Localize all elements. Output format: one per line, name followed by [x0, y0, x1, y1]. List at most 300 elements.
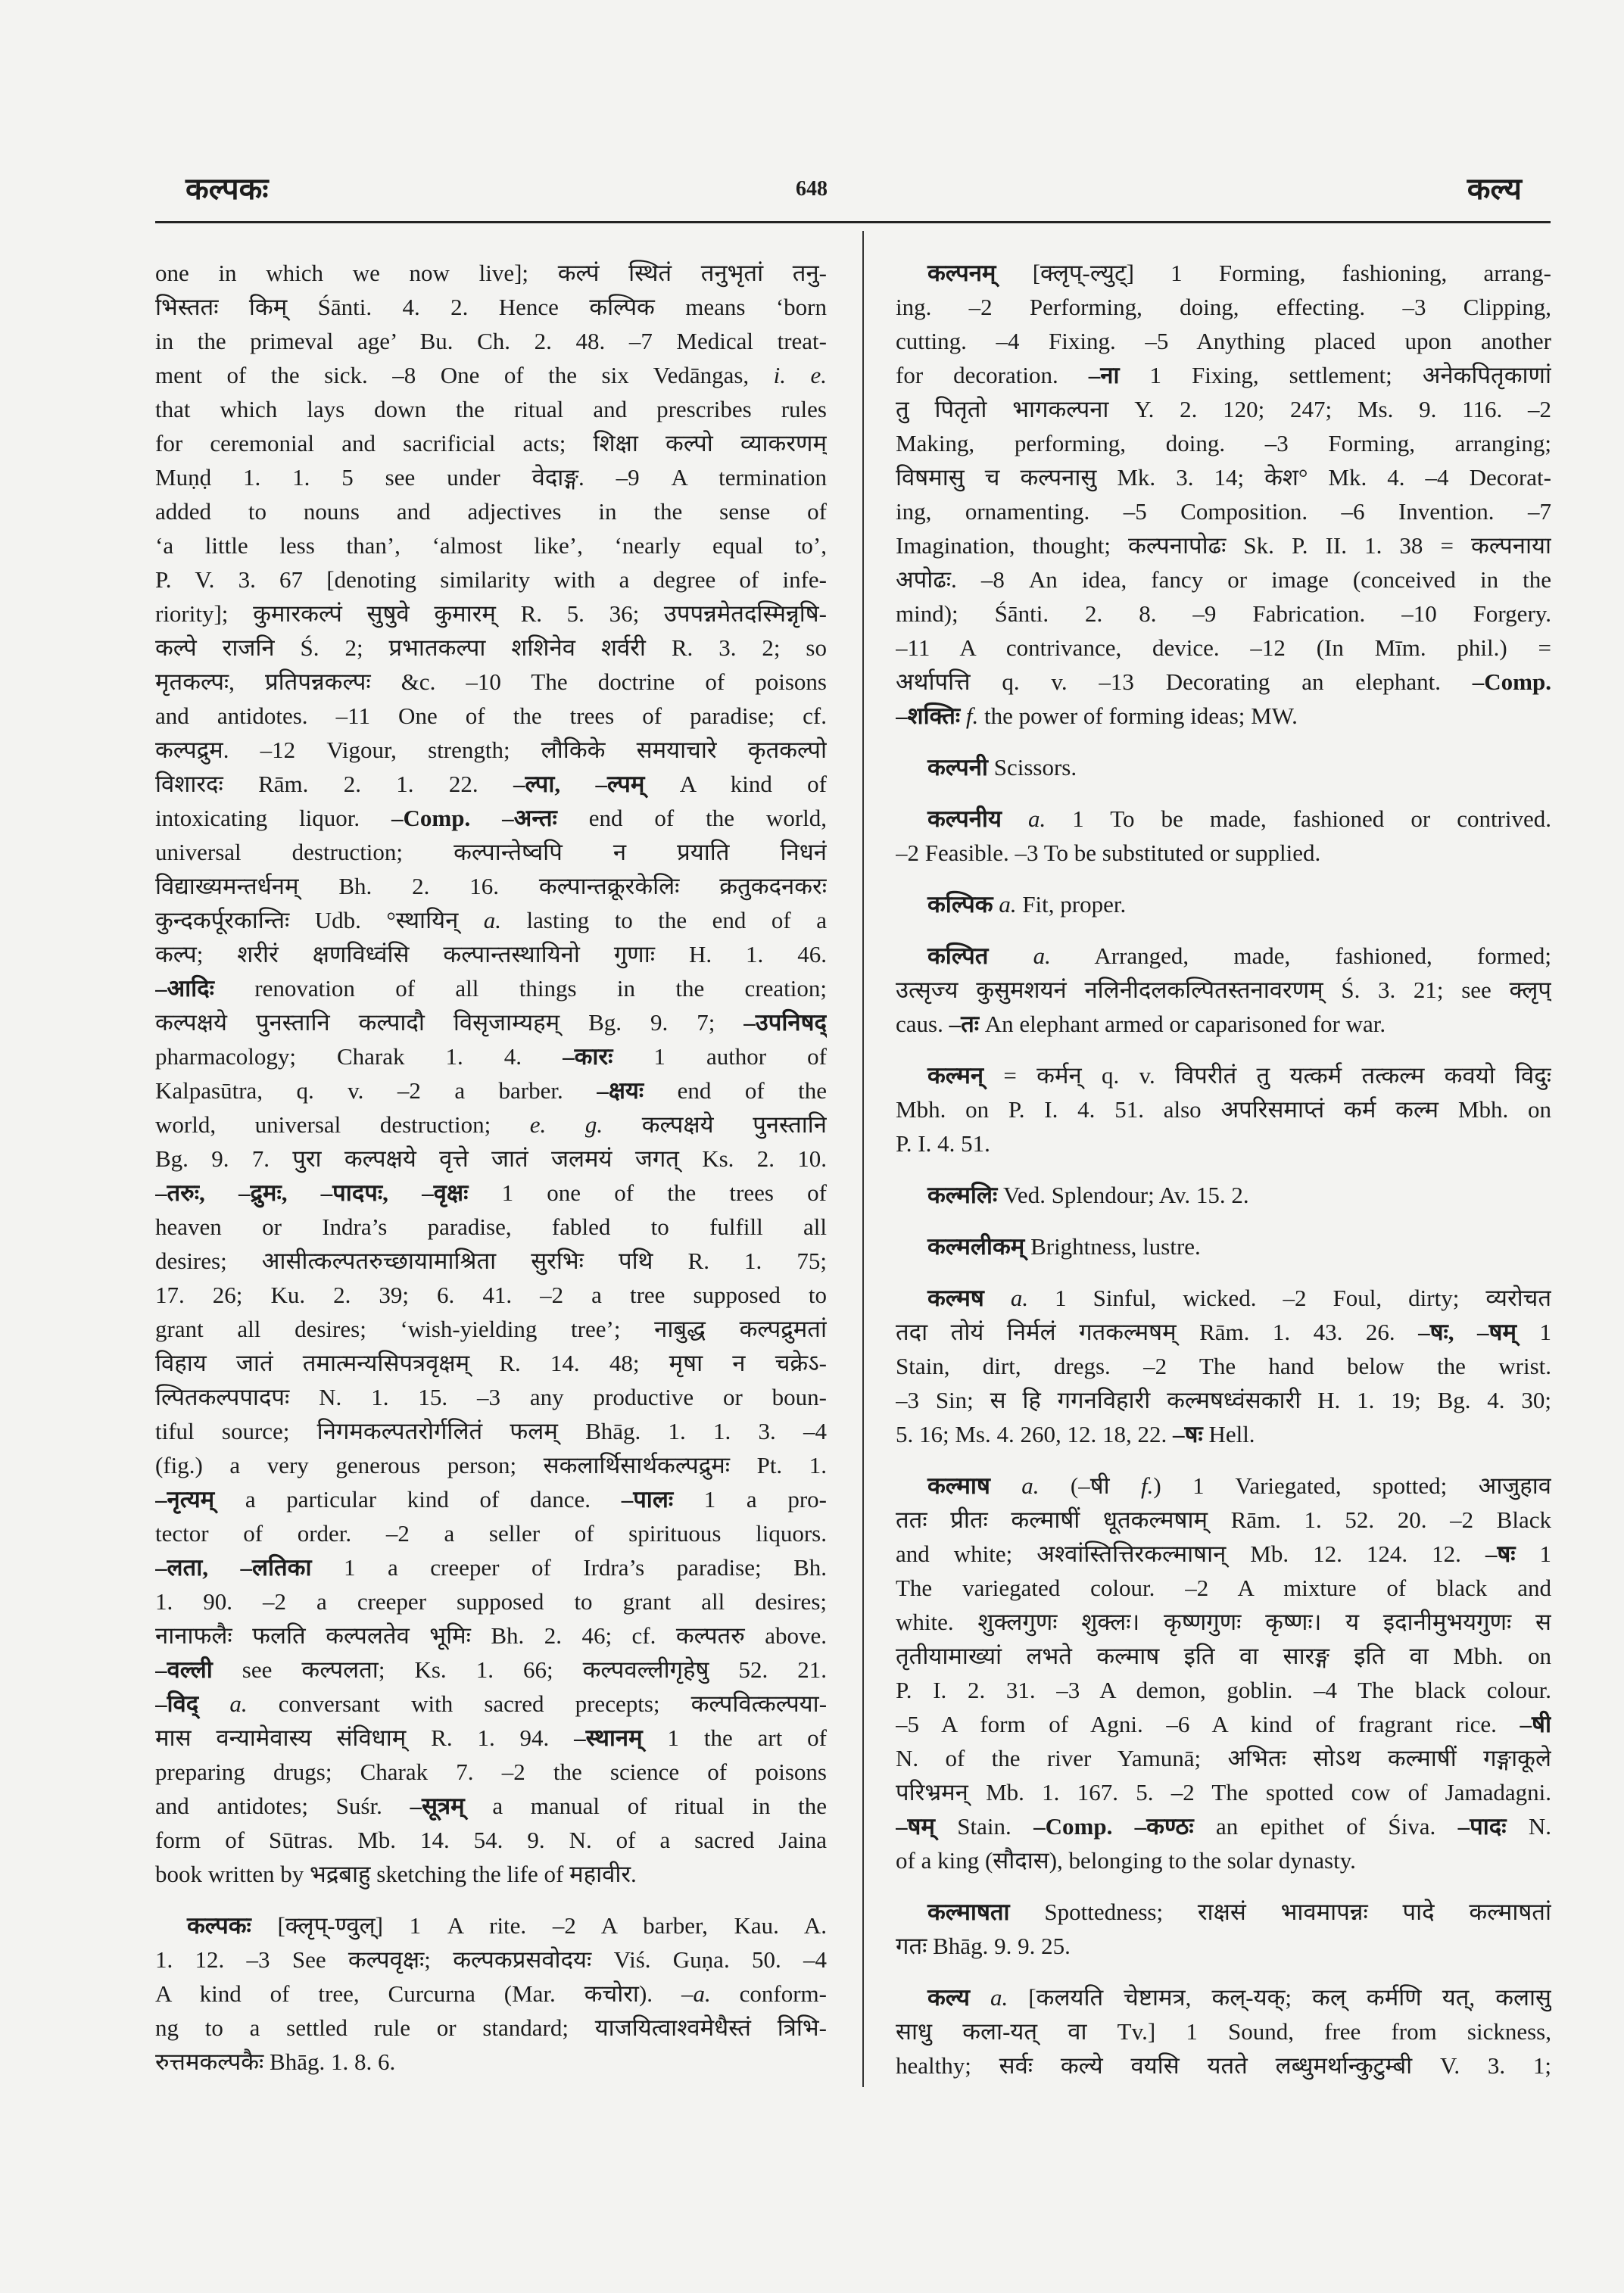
entry-text: विशारदः Rām. 2. 1. 22.: [155, 771, 513, 797]
text-line: [155, 869, 827, 903]
text-line: [155, 358, 827, 392]
entry-text: caus.: [896, 1011, 949, 1037]
grammar-label: e. g.: [529, 1111, 603, 1138]
entry-text: Arranged, made, fashioned, formed;: [1050, 942, 1551, 969]
entry-text: Imagination, thought; कल्पनापोढः Sk. P. II. 1. 38 = कल्पनाया: [896, 532, 1551, 559]
entry-text: for decoration.: [896, 362, 1089, 388]
dictionary-entry: [896, 1058, 1551, 1161]
grammar-label: a.: [999, 891, 1017, 918]
grammar-label: a.: [1021, 1472, 1040, 1499]
text-line: [896, 1843, 1551, 1877]
entry-text: An elephant armed or caparisoned for war.: [979, 1011, 1386, 1037]
sub-entry-label: –ना: [1088, 362, 1120, 388]
text-line: [155, 1857, 827, 1891]
text-line: [896, 290, 1551, 324]
text-line: [896, 1349, 1551, 1383]
text-line: [896, 1092, 1551, 1126]
entry-text: कल्पद्रुम. –12 Vigour, strength; लौकिके समयाचारे कृतकल्पो: [155, 737, 827, 763]
entry-text: 1: [1515, 1541, 1551, 1567]
dictionary-entry: [896, 802, 1551, 870]
sub-entry-label: –अन्तः: [502, 805, 557, 831]
entry-text: N.: [1506, 1813, 1551, 1840]
dictionary-entry: [896, 1980, 1551, 2083]
dictionary-entry: [896, 1229, 1551, 1263]
entry-text: 1 Sinful, wicked. –2 Foul, dirty; व्यरोचत: [1028, 1285, 1551, 1311]
text-line: [155, 1448, 827, 1482]
text-line: [896, 1126, 1551, 1161]
entry-text: P. I. 2. 31. –3 A demon, goblin. –4 The black colour.: [896, 1677, 1551, 1703]
entry-text: तदा तोयं निर्मलं गतकल्मषम् Rām. 1. 43. 26.: [896, 1319, 1419, 1345]
text-line: [155, 1687, 827, 1721]
entry-text: (fig.) a very generous person; सकलार्थिसार्थकल्पद्रुमः Pt. 1.: [155, 1452, 827, 1478]
entry-text: तृतीयामाख्यां लभते कल्माष इति वा सारङ्ग इति वा Mbh. on: [896, 1643, 1551, 1669]
entry-text: [कलयति चेष्टामत्र, कल्-यक्; कल् कर्मणि यत्, कलासु: [1008, 1984, 1551, 2011]
text-line: [155, 1482, 827, 1516]
running-head-left: कल्पकः: [185, 172, 269, 206]
entry-text: [1112, 1813, 1134, 1840]
text-line: [155, 937, 827, 971]
entry-text: Making, performing, doing. –3 Forming, arranging;: [896, 430, 1551, 456]
text-line: [155, 1108, 827, 1142]
entry-text: in the primeval age’ Bu. Ch. 2. 48. –7 Medical treat-: [155, 328, 827, 354]
entry-text: कल्पक्षये पुनस्तानि कल्पादौ विसृजाम्यहम् Bg. 9. 7;: [155, 1009, 744, 1036]
text-line: [155, 426, 827, 460]
text-line: [155, 1584, 827, 1618]
grammar-label: a.: [1010, 1285, 1029, 1311]
entry-text: healthy; सर्वः कल्ये वयसि यतते लब्धुमर्थान्कुटुम्बी V. 3. 1;: [896, 2052, 1551, 2079]
text-line: [155, 562, 827, 597]
sub-entry-label: –षः: [1485, 1541, 1516, 1567]
text-line: [896, 631, 1551, 665]
entry-text: Mbh. on P. I. 4. 51. also अपरिसमाप्तं कर्म कल्म Mbh. on: [896, 1096, 1551, 1123]
text-line: [896, 1571, 1551, 1605]
entry-text: परिभ्रमन् Mb. 1. 167. 5. –2 The spotted cow of Jamadagni.: [896, 1779, 1551, 1805]
entry-text: कुन्दकर्पूरकान्तिः Udb. °स्थायिन्: [155, 907, 484, 933]
entry-text: universal destruction; कल्पान्तेष्वपि न प्रयाति निधनं: [155, 839, 827, 865]
sub-entry-label: –षः, –षम्: [1418, 1319, 1517, 1345]
text-line: [155, 903, 827, 937]
sub-entry-label: –पादः: [1457, 1813, 1507, 1840]
entry-text: one in which we now live]; कल्पं स्थितं तनुभृतां तनु-: [155, 260, 827, 286]
entry-text: Ved. Splendour; Av. 15. 2.: [997, 1182, 1249, 1208]
text-line: [896, 426, 1551, 460]
page-number: 648: [796, 177, 828, 201]
entry-text: lasting to the end of a: [501, 907, 827, 933]
text-line: [896, 665, 1551, 699]
entry-text: [960, 703, 966, 729]
entry-text: end of the world,: [556, 805, 827, 831]
entry-text: and white; अश्वांस्तित्तिरकल्माषान् Mb. 12. 124. 12.: [896, 1541, 1485, 1567]
sub-entry-label: –षी: [1520, 1711, 1551, 1737]
entry-text: P. I. 4. 51.: [896, 1130, 990, 1157]
sub-entry-label: –स्थानम्: [574, 1724, 643, 1751]
text-line: [155, 733, 827, 767]
entry-text: Stain, dirt, dregs. –2 The hand below the wrist.: [896, 1353, 1551, 1379]
entry-text: ) 1 Variegated, spotted; आजुहाव: [1153, 1472, 1551, 1499]
text-line: [155, 1550, 827, 1584]
sub-entry-label: –विद्: [155, 1690, 199, 1717]
entry-text: ment of the sick. –8 One of the six Vedāngas,: [155, 362, 774, 388]
text-line: [896, 1741, 1551, 1775]
text-line: [155, 1414, 827, 1448]
text-line: [896, 750, 1551, 784]
entry-text: [988, 942, 1033, 969]
dictionary-entry: [896, 1178, 1551, 1212]
entry-text: cutting. –4 Fixing. –5 Anything placed upon another: [896, 328, 1551, 354]
entry-text: see कल्पलता; Ks. 1. 66; कल्पवल्लीगृहेषु 52. 21.: [212, 1656, 827, 1683]
headword: कल्मलिः: [927, 1182, 998, 1208]
entry-text: तु पितृतो भागकल्पना Y. 2. 120; 247; Ms. 9. 116. –2: [896, 396, 1551, 422]
entry-text: [970, 1984, 990, 2011]
sub-entry-label: –Comp.: [391, 805, 471, 831]
entry-text: [1002, 805, 1028, 832]
text-line: [155, 1176, 827, 1210]
entry-text: –5 A form of Agni. –6 A kind of fragrant rice.: [896, 1711, 1520, 1737]
sub-entry-label: –षः: [1173, 1421, 1203, 1447]
entry-text: कल्प; शरीरं क्षणविध्वंसि कल्पान्तस्थायिनो गुणाः H. 1. 46.: [155, 941, 827, 967]
entry-text: white. शुक्लगुणः शुक्लः। कृष्णगुणः कृष्णः। य इदानीमुभयगुणः स: [896, 1609, 1551, 1635]
entry-text: 5. 16; Ms. 4. 260, 12. 18, 22.: [896, 1421, 1173, 1447]
text-line: [896, 1417, 1551, 1451]
text-line: [896, 1775, 1551, 1809]
entry-text: [984, 1285, 1011, 1311]
text-line: [155, 1618, 827, 1653]
entry-text: = कर्मन् q. v. विपरीतं तु यत्कर्म तत्कल्म कवयो विदुः: [983, 1062, 1551, 1089]
entry-text: (–षी: [1039, 1472, 1142, 1499]
text-line: [896, 1605, 1551, 1639]
text-line: [896, 699, 1551, 733]
left-column: [155, 256, 827, 2079]
entry-text: [990, 1472, 1021, 1499]
dictionary-entry: [896, 750, 1551, 784]
text-line: [896, 887, 1551, 921]
entry-text: Bg. 9. 7. पुरा कल्पक्षये वृत्ते जातं जलमयं जगत् Ks. 2. 10.: [155, 1145, 827, 1172]
text-line: [155, 1142, 827, 1176]
entry-text: preparing drugs; Charak 7. –2 the science of poisons: [155, 1759, 827, 1785]
entry-text: tector of order. –2 a seller of spirituous liquors.: [155, 1520, 827, 1547]
text-line: [896, 973, 1551, 1007]
text-line: [896, 2048, 1551, 2083]
entry-text: मृतकल्पः, प्रतिपन्नकल्पः &c. –10 The doctrine of poisons: [155, 668, 827, 695]
entry-text: ng to a settled rule or standard; याजयित्वाश्वमेधैस्तं त्रिभि-: [155, 2014, 827, 2041]
dictionary-entry: [896, 256, 1551, 733]
text-line: [155, 1943, 827, 1977]
entry-text: 1 author of: [613, 1043, 827, 1070]
entry-text: ल्पितकल्पपादपः N. 1. 15. –3 any productive or boun-: [155, 1384, 827, 1410]
entry-text: 1 To be made, fashioned or contrived.: [1046, 805, 1551, 832]
headword: कल्पित: [927, 942, 989, 969]
entry-text: [198, 1690, 229, 1717]
entry-text: विहाय जातं तमात्मन्यसिपत्रवृक्षम् R. 14. 48; मृषा न चक्रेऽ-: [155, 1350, 827, 1376]
sub-entry-label: –क्षयः: [597, 1077, 644, 1104]
text-line: [896, 1503, 1551, 1537]
text-line: [155, 971, 827, 1005]
entry-text: ing, ornamenting. –5 Composition. –6 Invention. –7: [896, 498, 1551, 525]
entry-text: –3 Sin; स हि गगनविहारी कल्मषध्वंसकारी H. 1. 19; Bg. 4. 30;: [896, 1387, 1551, 1413]
entry-text: A kind of tree, Curcurna (Mar. कचोरा).: [155, 1980, 681, 2007]
entry-text: कल्पे राजनि Ś. 2; प्रभातकल्पा शशिनेव शर्वरी R. 3. 2; so: [155, 634, 827, 661]
entry-text: intoxicating liquor.: [155, 805, 392, 831]
entry-text: –2 Feasible. –3 To be substituted or supplied.: [896, 840, 1321, 866]
text-line: [896, 1809, 1551, 1843]
entry-text: 1 a pro-: [673, 1486, 827, 1513]
text-line: [155, 528, 827, 562]
text-line: [896, 358, 1551, 392]
headword: कल्माष: [927, 1472, 990, 1499]
entry-text: added to nouns and adjectives in the sense of: [155, 498, 827, 525]
text-line: [155, 665, 827, 699]
text-line: [155, 1823, 827, 1857]
header-rule: [155, 221, 1551, 223]
text-line: [896, 1929, 1551, 1963]
entry-text: end of the: [644, 1077, 827, 1104]
entry-text: ing. –2 Performing, doing, effecting. –3 Clipping,: [896, 294, 1551, 320]
sub-entry-label: –कारः: [563, 1043, 613, 1070]
text-line: [155, 1789, 827, 1823]
entry-text: Brightness, lustre.: [1024, 1233, 1201, 1260]
entry-text: 17. 26; Ku. 2. 39; 6. 41. –2 a tree supposed to: [155, 1282, 827, 1308]
sub-entry-label: –शक्तिः: [896, 703, 961, 729]
text-line: [155, 392, 827, 426]
dictionary-entry: [896, 1469, 1551, 1877]
text-line: [155, 1516, 827, 1550]
text-line: [155, 1039, 827, 1073]
sub-entry-label: –ल्पा, –ल्पम्: [513, 771, 645, 797]
entry-text: A kind of: [644, 771, 827, 797]
text-line: [155, 1244, 827, 1278]
dictionary-entry: [896, 1281, 1551, 1451]
grammar-label: i. e.: [773, 362, 827, 388]
entry-text: 1. 12. –3 See कल्पवृक्षः; कल्पकप्रसवोदयः Viś. Guṇa. 50. –4: [155, 1946, 827, 1973]
grammar-label: a.: [990, 1984, 1008, 2011]
entry-text: book written by भद्रबाहु sketching the life of महावीर.: [155, 1861, 637, 1887]
entry-text: conform-: [710, 1980, 827, 2007]
text-line: [896, 802, 1551, 836]
grammar-label: a.: [1033, 942, 1051, 969]
text-line: [896, 392, 1551, 426]
text-line: [896, 836, 1551, 870]
right-column: [896, 256, 1551, 2083]
dictionary-entry: [896, 1895, 1551, 1963]
text-line: [896, 1315, 1551, 1349]
entry-text: 1 Fixing, settlement; अनेकपितृकाणां: [1119, 362, 1551, 388]
headword: कल्मन्: [927, 1062, 984, 1089]
grammar-label: a.: [483, 907, 502, 933]
entry-text: P. V. 3. 67 [denoting similarity with a degree of infe-: [155, 566, 827, 593]
text-line: [896, 1007, 1551, 1041]
entry-text: that which lays down the ritual and prescribes rules: [155, 396, 827, 422]
headword: कल्पनम्: [927, 260, 996, 286]
headword: कल्पिक: [927, 891, 993, 918]
entry-text: मास वन्यामेवास्य संविधाम् R. 1. 94.: [155, 1724, 575, 1751]
entry-text: कल्पक्षये पुनस्तानि: [603, 1111, 827, 1138]
text-line: [155, 1755, 827, 1789]
text-line: [155, 1977, 827, 2011]
sub-entry-label: –उपनिषद्: [743, 1009, 827, 1036]
entry-text: desires; आसीत्कल्पतरुच्छायामाश्रिता सुरभिः पथि R. 1. 75;: [155, 1248, 827, 1274]
entry-text: 1. 90. –2 a creeper supposed to grant all desires;: [155, 1588, 827, 1615]
entry-text: grant all desires; ‘wish-yielding tree’; नाबुद्ध कल्पद्रुमतां: [155, 1316, 827, 1342]
text-line: [896, 494, 1551, 528]
entry-text: heaven or Indra’s paradise, fabled to fulfill all: [155, 1213, 827, 1240]
entry-text: –11 A contrivance, device. –12 (In Mīm. phil.) =: [896, 634, 1551, 661]
text-line: [155, 699, 827, 733]
entry-text: Hell.: [1202, 1421, 1255, 1447]
entry-text: साधु कला-यत् वा Tv.] 1 Sound, free from sickness,: [896, 2018, 1551, 2045]
text-line: [896, 528, 1551, 562]
text-line: [155, 1346, 827, 1380]
text-line: [896, 256, 1551, 290]
text-line: [896, 1980, 1551, 2014]
entry-text: [क्लृप्-ल्युट्] 1 Forming, fashioning, arrang-: [996, 260, 1551, 286]
entry-text: a particular kind of dance.: [214, 1486, 622, 1513]
entry-text: and antidotes. –11 One of the trees of paradise; cf.: [155, 703, 827, 729]
entry-text: Stain.: [934, 1813, 1034, 1840]
text-line: [896, 1469, 1551, 1503]
text-line: [155, 494, 827, 528]
sub-entry-label: –कण्ठः: [1134, 1813, 1194, 1840]
entry-text: of a king (सौदास), belonging to the solar dynasty.: [896, 1847, 1356, 1874]
text-line: [155, 290, 827, 324]
sub-entry-label: –नृत्यम्: [155, 1486, 215, 1513]
entry-text: tiful source; निगमकल्पतरोर्गलितं फलम् Bhāg. 1. 1. 3. –4: [155, 1418, 827, 1444]
text-line: [896, 324, 1551, 358]
entry-text: 1 one of the trees of: [468, 1179, 827, 1206]
entry-text: 1 the art of: [642, 1724, 827, 1751]
text-line: [155, 1908, 827, 1943]
entry-text: [क्लृप्-ण्वुल्] 1 A rite. –2 A barber, Kau. A.: [251, 1912, 827, 1939]
entry-text: Kalpasūtra, q. v. –2 a barber.: [155, 1077, 597, 1104]
dictionary-entry: [155, 256, 827, 1891]
entry-text: Scissors.: [987, 754, 1077, 780]
entry-text: ‘a little less than’, ‘almost like’, ‘nearly equal to’,: [155, 532, 827, 559]
text-line: [155, 597, 827, 631]
sub-entry-label: –आदिः: [155, 975, 214, 1002]
headword: कल्पनीय: [927, 805, 1002, 832]
entry-text: for ceremonial and sacrificial acts; शिक्षा कल्पो व्याकरणम्: [155, 430, 827, 456]
text-line: [896, 562, 1551, 597]
text-line: [896, 1707, 1551, 1741]
text-line: [896, 2014, 1551, 2048]
text-line: [155, 1312, 827, 1346]
text-line: [896, 1178, 1551, 1212]
text-line: [896, 1895, 1551, 1929]
text-line: [155, 1653, 827, 1687]
headword: कल्पकः: [187, 1912, 251, 1939]
entry-text: Muṇḍ 1. 1. 5 see under वेदाङ्ग. –9 A termination: [155, 464, 827, 491]
entry-text: भिस्ततः किम् Śānti. 4. 2. Hence कल्पिक means ‘born: [155, 294, 827, 320]
text-line: [155, 1073, 827, 1108]
dictionary-entry: [896, 887, 1551, 921]
entry-text: अपोढः. –8 An idea, fancy or image (conceived in the: [896, 566, 1551, 593]
text-line: [155, 256, 827, 290]
text-line: [155, 631, 827, 665]
sub-entry-label: –Comp.: [1033, 1813, 1113, 1840]
sub-entry-label: –षम्: [896, 1813, 935, 1840]
entry-text: the power of forming ideas; MW.: [978, 703, 1298, 729]
text-line: [155, 1005, 827, 1039]
column-divider: [862, 231, 864, 2087]
sub-entry-label: –पालः: [621, 1486, 674, 1513]
sub-entry-label: –तः: [949, 1011, 980, 1037]
entry-text: renovation of all things in the creation;: [214, 975, 827, 1002]
headword: कल्पनी: [927, 754, 988, 780]
entry-text: world, universal destruction;: [155, 1111, 530, 1138]
grammar-label: –a.: [681, 1980, 711, 2007]
text-line: [896, 1673, 1551, 1707]
text-line: [896, 597, 1551, 631]
text-line: [155, 1380, 827, 1414]
grammar-label: a.: [229, 1690, 248, 1717]
text-line: [155, 324, 827, 358]
sub-entry-label: –लता, –लतिका: [155, 1554, 312, 1581]
sub-entry-label: –सूत्रम्: [410, 1793, 465, 1819]
entry-text: pharmacology; Charak 1. 4.: [155, 1043, 563, 1070]
entry-text: riority]; कुमारकल्पं सुषुवे कुमारम् R. 5. 36; उपपन्नमेतदस्मिन्नृषि-: [155, 600, 827, 627]
text-line: [155, 2045, 827, 2079]
text-line: [155, 1721, 827, 1755]
dictionary-entry: [896, 939, 1551, 1041]
text-line: [155, 1278, 827, 1312]
running-head-right: कल्य: [1467, 172, 1522, 206]
entry-text: conversant with sacred precepts; कल्पवित्कल्पया-: [247, 1690, 827, 1717]
grammar-label: a.: [1027, 805, 1046, 832]
text-line: [896, 1281, 1551, 1315]
entry-text: विद्याख्यमन्तर्धनम् Bh. 2. 16. कल्पान्तक्रूरकेलिः क्रतुकदनकरः: [155, 873, 827, 899]
entry-text: रुत्तमकल्पकैः Bhāg. 1. 8. 6.: [155, 2048, 396, 2075]
text-line: [896, 1639, 1551, 1673]
entry-text: विषमासु च कल्पनासु Mk. 3. 14; केश° Mk. 4. –4 Decorat-: [896, 464, 1551, 491]
entry-text: The variegated colour. –2 A mixture of black and: [896, 1575, 1551, 1601]
text-line: [896, 1537, 1551, 1571]
headword: कल्मलीकम्: [927, 1233, 1025, 1260]
entry-text: 1 a creeper of Irdra’s paradise; Bh.: [311, 1554, 827, 1581]
grammar-label: f.: [965, 703, 979, 729]
text-line: [155, 767, 827, 801]
sub-entry-label: –Comp.: [1472, 668, 1551, 695]
entry-text: ततः प्रीतः कल्माषीं धूतकल्मषाम् Rām. 1. 52. 20. –2 Black: [896, 1506, 1551, 1533]
text-line: [155, 460, 827, 494]
entry-text: [470, 805, 502, 831]
text-line: [155, 801, 827, 835]
headword: कल्माषता: [927, 1899, 1010, 1925]
grammar-label: f.: [1141, 1472, 1154, 1499]
entry-text: 1: [1516, 1319, 1551, 1345]
entry-text: and antidotes; Suśr.: [155, 1793, 410, 1819]
text-line: [896, 939, 1551, 973]
text-line: [155, 1210, 827, 1244]
dictionary-entry: [155, 1908, 827, 2079]
entry-text: नानाफलैः फलति कल्पलतेव भूमिः Bh. 2. 46; cf. कल्पतरु above.: [155, 1622, 827, 1649]
entry-text: an epithet of Śiva.: [1193, 1813, 1458, 1840]
text-line: [896, 1058, 1551, 1092]
entry-text: mind); Śānti. 2. 8. –9 Fabrication. –10 Forgery.: [896, 600, 1551, 627]
entry-text: अर्थापत्ति q. v. –13 Decorating an elephant.: [896, 668, 1473, 695]
entry-text: Spottedness; राक्षसं भावमापन्नः पादे कल्माषतां: [1009, 1899, 1551, 1925]
entry-text: a manual of ritual in the: [464, 1793, 827, 1819]
headword: कल्य: [927, 1984, 970, 2011]
entry-text: N. of the river Yamunā; अभितः सोऽथ कल्माषीं गङ्गाकूले: [896, 1745, 1551, 1771]
entry-text: form of Sūtras. Mb. 14. 54. 9. N. of a sacred Jaina: [155, 1827, 827, 1853]
sub-entry-label: –वल्ली: [155, 1656, 213, 1683]
sub-entry-label: –तरुः, –द्रुमः, –पादपः, –वृक्षः: [155, 1179, 469, 1206]
entry-text: उत्सृज्य कुसुमशयनं नलिनीदलकल्पितस्तनावरणम् Ś. 3. 21; see क्लृप्: [896, 977, 1551, 1003]
text-line: [155, 2011, 827, 2045]
text-line: [155, 835, 827, 869]
entry-text: गतः Bhāg. 9. 9. 25.: [896, 1933, 1071, 1959]
text-line: [896, 1229, 1551, 1263]
entry-text: Fit, proper.: [1016, 891, 1127, 918]
